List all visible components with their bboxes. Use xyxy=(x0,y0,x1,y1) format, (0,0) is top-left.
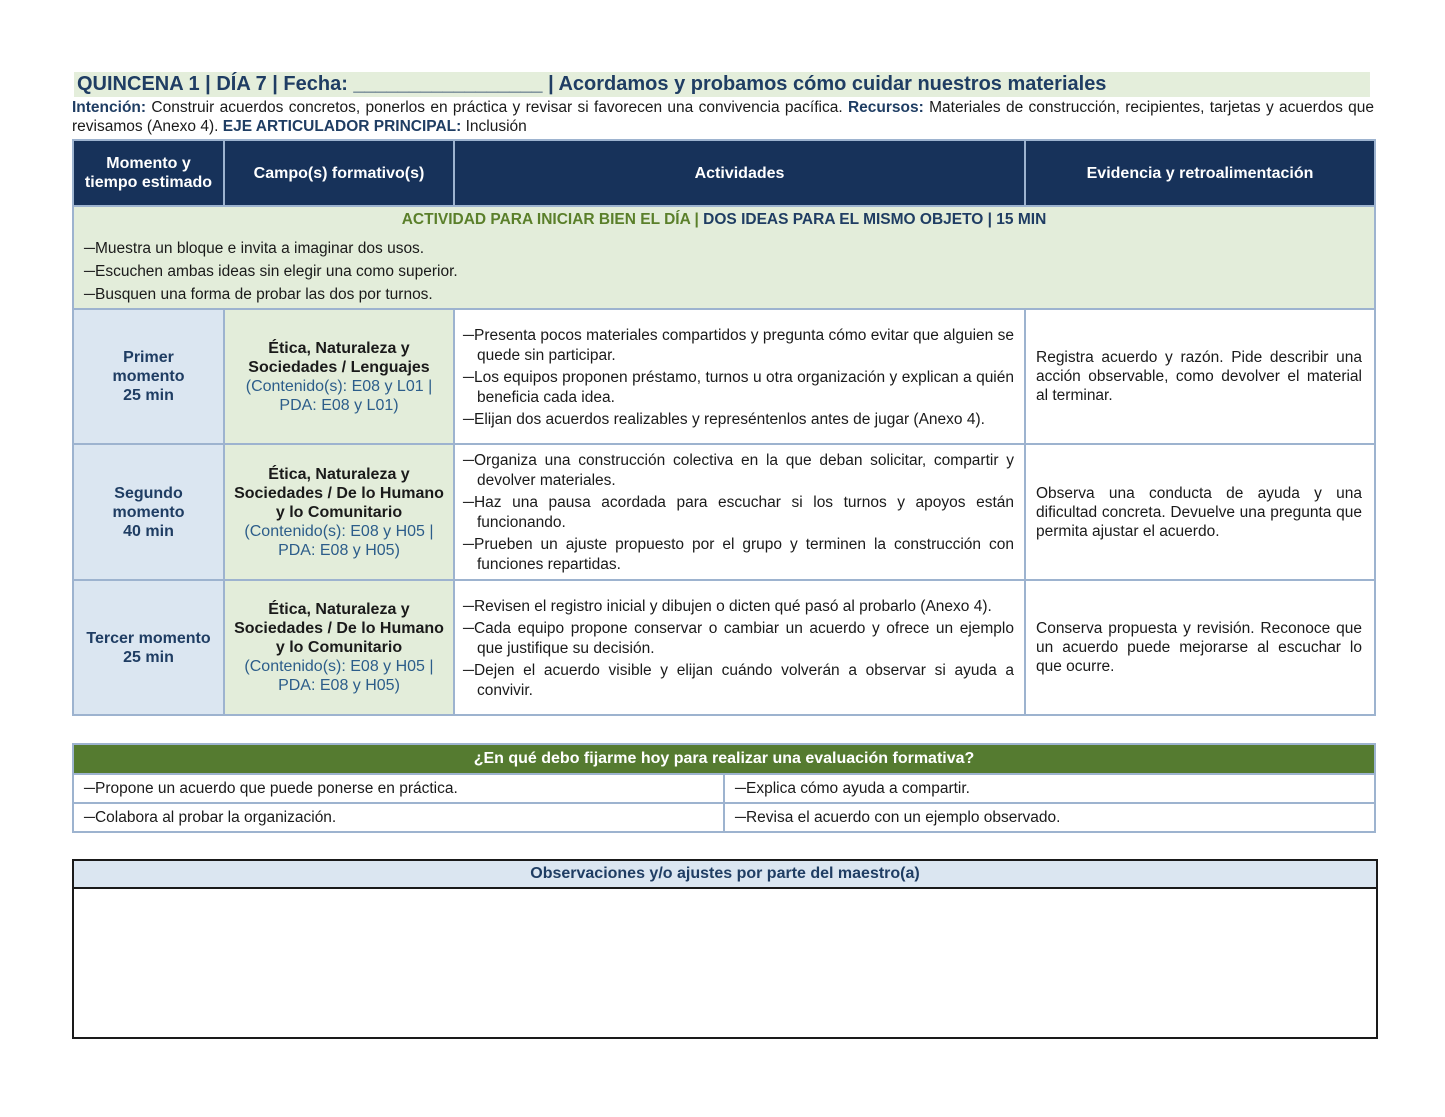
intencion-text: Construir acuerdos concretos, ponerlos en práctica y revisar si favorecen una convivencia pacífica. xyxy=(151,99,843,116)
header-momento: Momento y tiempo estimado xyxy=(73,140,224,206)
formative-evaluation-table xyxy=(72,743,1376,833)
activity-item: ─Elijan dos acuerdos realizables y represéntenlos antes de jugar (Anexo 4). xyxy=(463,410,985,428)
observations-box xyxy=(72,859,1378,1039)
evaluation-item: ─Colabora al probar la organización. xyxy=(73,803,724,832)
activity-item: ─Haz una pausa acordada para escuchar si los turnos y apoyos están funcionando. xyxy=(463,494,1014,531)
activities-cell xyxy=(454,444,1025,580)
opening-activity-heading xyxy=(84,209,1364,231)
campo-contenido: (Contenido(s): E08 y L01 | PDA: E08 y L01) xyxy=(245,377,433,414)
campo-contenido: (Contenido(s): E08 y H05 | PDA: E08 y H05) xyxy=(244,522,434,559)
moment-time: 40 min xyxy=(123,522,174,540)
campo-cell xyxy=(224,309,454,444)
moment-cell xyxy=(73,580,224,715)
campo-contenido: (Contenido(s): E08 y H05 | PDA: E08 y H05) xyxy=(244,658,434,694)
activities-cell xyxy=(454,580,1025,715)
campo-name: Ética, Naturaleza y Sociedades / De lo Humano y lo Comunitario xyxy=(234,465,444,521)
moment-row-primer xyxy=(73,309,1375,444)
observations-writing-area[interactable] xyxy=(74,889,1376,1037)
evaluation-item: ─Revisa el acuerdo con un ejemplo observado. xyxy=(724,803,1375,832)
evaluation-row xyxy=(73,774,1375,803)
evidence-cell: Registra acuerdo y razón. Pide describir una acción observable, como devolver el material al terminar. xyxy=(1025,309,1375,444)
activity-item: ─Organiza una construcción colectiva en la que deban solicitar, compartir y devolver materiales. xyxy=(463,452,1014,489)
observations-title: Observaciones y/o ajustes por parte del maestro(a) xyxy=(74,861,1376,889)
campo-name: Ética, Naturaleza y Sociedades / Lenguajes xyxy=(248,339,430,376)
opening-activity-row xyxy=(73,206,1375,309)
table-header-row xyxy=(73,140,1375,206)
moment-cell xyxy=(73,444,224,580)
eje-text: Inclusión xyxy=(465,118,527,135)
moment-cell xyxy=(73,309,224,444)
header-campo: Campo(s) formativo(s) xyxy=(224,140,454,206)
recursos-text: Materiales de construcción, recipientes, tarjetas y acuerdos que revisamos (Anexo 4). xyxy=(72,99,1375,135)
opening-activity-title: DOS IDEAS PARA EL MISMO OBJETO | 15 MIN xyxy=(703,211,1047,228)
eje-label: EJE ARTICULADOR PRINCIPAL: xyxy=(222,118,462,135)
activity-item: ─Cada equipo propone conservar o cambiar un acuerdo y ofrece un ejemplo que justifique su decisión. xyxy=(463,619,1014,657)
intro-paragraph xyxy=(72,98,1374,136)
evidence-cell: Observa una conducta de ayuda y una dificultad concreta. Devuelve una pregunta que permita ajustar el acuerdo. xyxy=(1025,444,1375,580)
moment-name: Primer momento xyxy=(112,349,185,385)
moment-name: Tercer momento xyxy=(86,629,211,647)
moment-row-tercer xyxy=(73,580,1375,715)
moment-name: Segundo momento xyxy=(112,484,185,521)
header-evidencia: Evidencia y retroalimentación xyxy=(1025,140,1375,206)
header-actividades: Actividades xyxy=(454,140,1025,206)
opening-item: ─Busquen una forma de probar las dos por turnos. xyxy=(84,286,433,303)
opening-item: ─Muestra un bloque e invita a imaginar dos usos. xyxy=(84,240,425,257)
activity-item: ─Revisen el registro inicial y dibujen o dicten qué pasó al probarlo (Anexo 4). xyxy=(463,597,992,615)
intencion-label: Intención: xyxy=(72,99,147,116)
lesson-plan-page xyxy=(72,72,1374,1039)
evaluation-header-row xyxy=(73,744,1375,774)
activities-table xyxy=(72,139,1376,716)
evaluation-title: ¿En qué debo fijarme hoy para realizar una evaluación formativa? xyxy=(73,744,1375,774)
page-title: QUINCENA 1 | DÍA 7 | Fecha: _________________ | Acordamos y probamos cómo cuidar nuestros materiales xyxy=(74,72,1370,97)
evaluation-row xyxy=(73,803,1375,832)
opening-activity-cell xyxy=(73,206,1375,309)
opening-activity-label: ACTIVIDAD PARA INICIAR BIEN EL DÍA | xyxy=(401,211,699,228)
campo-cell xyxy=(224,580,454,715)
evaluation-item: ─Explica cómo ayuda a compartir. xyxy=(724,774,1375,803)
evidence-cell: Conserva propuesta y revisión. Reconoce que un acuerdo puede mejorarse al escuchar lo que ocurre. xyxy=(1025,580,1375,715)
activity-item: ─Prueben un ajuste propuesto por el grupo y terminen la construcción con funciones repartidas. xyxy=(463,536,1014,573)
moment-time: 25 min xyxy=(123,648,174,666)
activity-item: ─Presenta pocos materiales compartidos y pregunta cómo evitar que alguien se quede sin participar. xyxy=(463,326,1014,364)
campo-cell xyxy=(224,444,454,580)
moment-row-segundo xyxy=(73,444,1375,580)
recursos-label: Recursos: xyxy=(847,99,924,116)
activity-item: ─Dejen el acuerdo visible y elijan cuándo volverán a observar si ayuda a convivir. xyxy=(463,661,1014,699)
moment-time: 25 min xyxy=(123,387,174,404)
activities-cell xyxy=(454,309,1025,444)
evaluation-item: ─Propone un acuerdo que puede ponerse en práctica. xyxy=(73,774,724,803)
campo-name: Ética, Naturaleza y Sociedades / De lo Humano y lo Comunitario xyxy=(234,601,444,656)
opening-item: ─Escuchen ambas ideas sin elegir una como superior. xyxy=(84,263,458,280)
activity-item: ─Los equipos proponen préstamo, turnos u otra organización y explican a quién beneficia cada idea. xyxy=(463,368,1014,406)
